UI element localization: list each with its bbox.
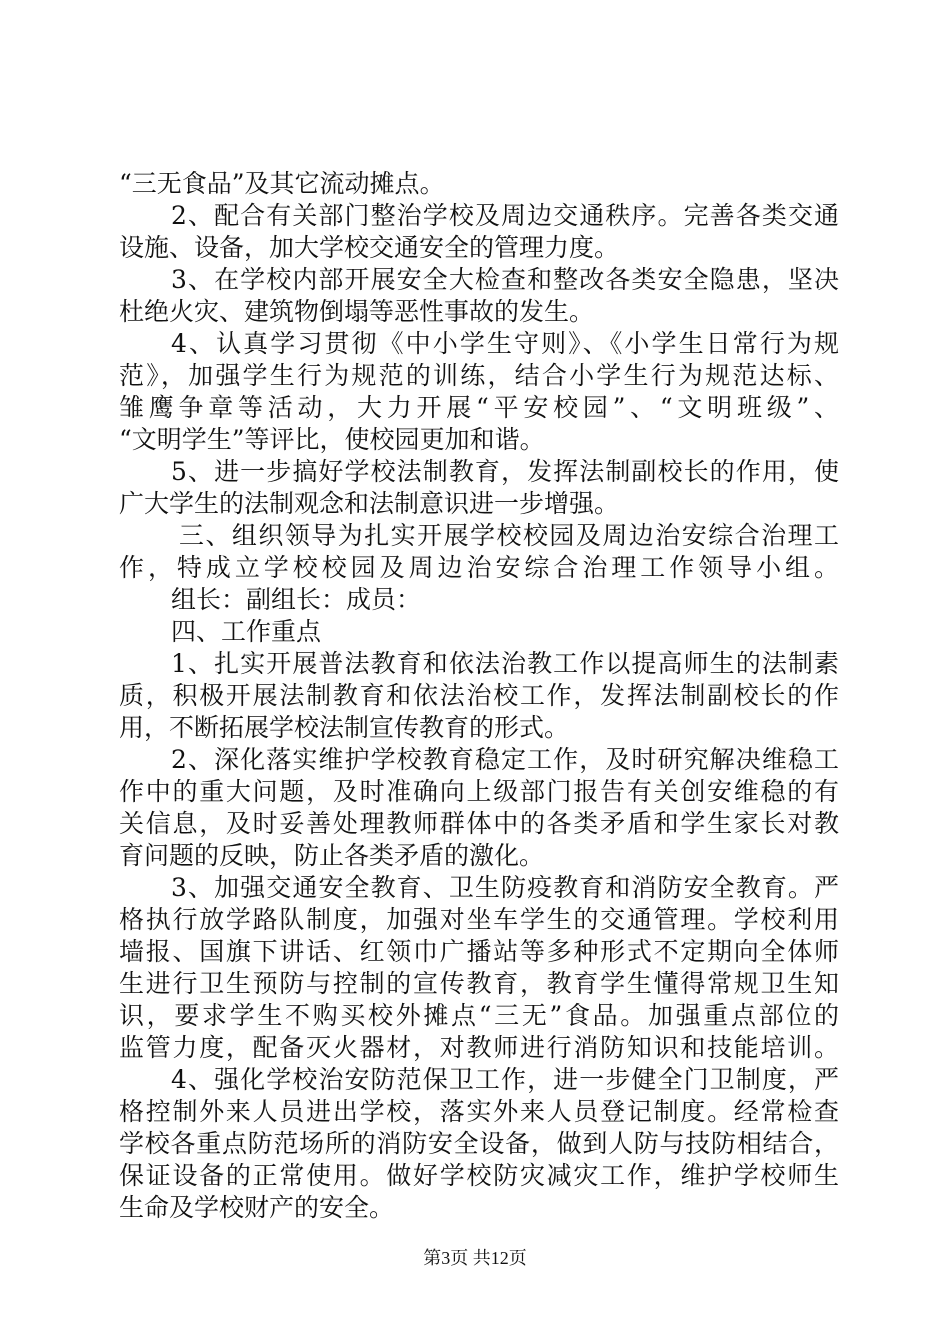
text-line: 格执行放学路队制度，加强对坐车学生的交通管理。学校利用 — [119, 905, 839, 934]
text-line: 5、进一步搞好学校法制教育，发挥法制副校长的作用，使 — [171, 457, 839, 486]
text-line: 作中的重大问题，及时准确向上级部门报告有关创安维稳的有 — [119, 777, 839, 806]
text-line: “三无食品”及其它流动摊点。 — [119, 169, 445, 198]
text-line: 雏鹰争章等活动，大力开展“平安校园”、“文明班级”、 — [119, 393, 839, 422]
text-line: 监管力度，配备灭火器材，对教师进行消防知识和技能培训。 — [119, 1033, 839, 1062]
text-line: 生命及学校财产的安全。 — [119, 1193, 395, 1222]
text-line: 格控制外来人员进出学校，落实外来人员登记制度。经常检查 — [119, 1097, 839, 1126]
text-line: 杜绝火灾、建筑物倒塌等恶性事故的发生。 — [119, 297, 595, 326]
page-number: 第3页 共12页 — [423, 1248, 527, 1268]
text-line: 2、配合有关部门整治学校及周边交通秩序。完善各类交通 — [171, 201, 839, 230]
text-line: 1、扎实开展普法教育和依法治教工作以提高师生的法制素 — [171, 649, 839, 678]
text-line: 质，积极开展法制教育和依法治校工作，发挥法制副校长的作 — [119, 681, 839, 710]
text-line: 范》，加强学生行为规范的训练，结合小学生行为规范达标、 — [119, 361, 839, 390]
text-line: 广大学生的法制观念和法制意识进一步增强。 — [119, 489, 620, 518]
text-line: 育问题的反映，防止各类矛盾的激化。 — [119, 841, 545, 870]
text-line: 保证设备的正常使用。做好学校防灾减灾工作，维护学校师生 — [119, 1161, 839, 1190]
text-line: 识，要求学生不购买校外摊点“三无”食品。加强重点部位的 — [119, 1001, 839, 1030]
text-line: 墙报、国旗下讲话、红领巾广播站等多种形式不定期向全体师 — [119, 937, 839, 966]
document-body — [119, 168, 839, 1224]
text-line: 组长：副组长：成员： — [171, 585, 422, 614]
text-line: 三、组织领导为扎实开展学校校园及周边治安综合治理工 — [179, 521, 839, 550]
text-line: 3、加强交通安全教育、卫生防疫教育和消防安全教育。严 — [171, 873, 839, 902]
text-line: 设施、设备，加大学校交通安全的管理力度。 — [119, 233, 620, 262]
section-heading: 四、工作重点 — [171, 617, 322, 646]
text-line: 3、在学校内部开展安全大检查和整改各类安全隐患，坚决 — [171, 265, 839, 294]
text-line: 4、认真学习贯彻《中小学生守则》、《小学生日常行为规 — [171, 329, 839, 358]
text-line: 生进行卫生预防与控制的宣传教育，教育学生懂得常规卫生知 — [119, 969, 839, 998]
text-line: 4、强化学校治安防范保卫工作，进一步健全门卫制度，严 — [171, 1065, 839, 1094]
text-line: 学校各重点防范场所的消防安全设备，做到人防与技防相结合， — [119, 1129, 839, 1158]
text-line: 关信息，及时妥善处理教师群体中的各类矛盾和学生家长对教 — [119, 809, 839, 838]
text-line: 作，特成立学校校园及周边治安综合治理工作领导小组。 — [119, 553, 839, 582]
text-line: 用，不断拓展学校法制宣传教育的形式。 — [119, 713, 570, 742]
text-line: “文明学生”等评比，使校园更加和谐。 — [119, 425, 545, 454]
text-line: 2、深化落实维护学校教育稳定工作，及时研究解决维稳工 — [171, 745, 839, 774]
